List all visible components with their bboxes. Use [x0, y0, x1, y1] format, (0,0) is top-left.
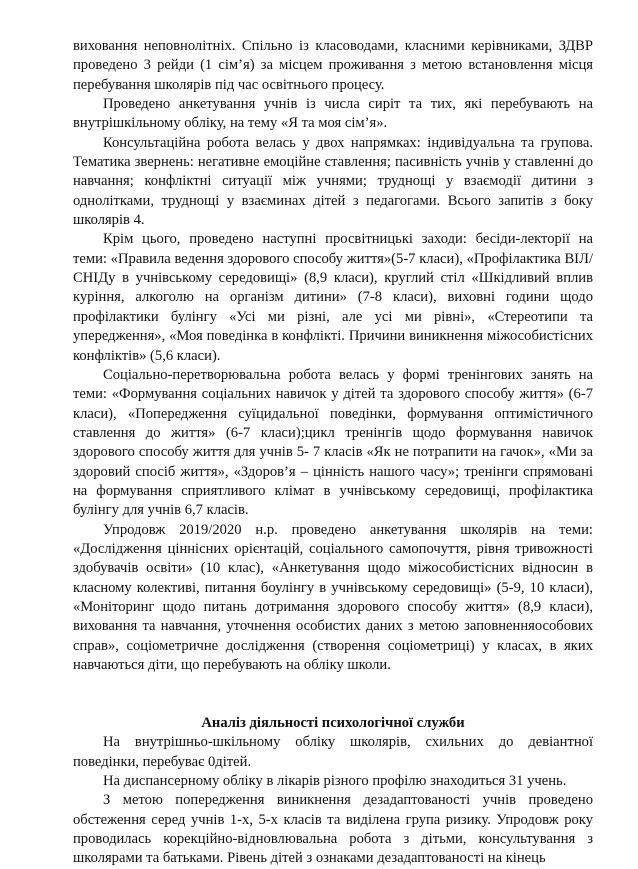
spacer — [73, 695, 593, 714]
paragraph-9: З метою попередження виникнення дезадаптованості учнів проведено обстеження серед учнів 1-х, 5-х класів та виділена група ризику. Упродовж року проводилась корекційно-відновлювальна робота з дітьми, консультування з школярами та батьками. Рівень дітей з ознаками дезадаптованості на кінець — [73, 792, 593, 867]
paragraph-4: Крім цього, проведено наступні просвітницькі заходи: бесіди-лекторії на теми: «Правила ведення здорового способу життя»(5-7 класи), «Профілактика ВІЛ/СНІДу в учнівському середовищі» (8,9 класи), круглий стіл «Шкідливий вплив куріння, алкоголю на організм дитини» (7-8 класи), виховні години щодо профілактики булінгу «Усі ми різні, але усі ми рівні», «Стереотипи та упередження», «Моя поведінка в конфлікті. Причини виникнення міжособистісних конфліктів» (5,6 класи). — [73, 231, 593, 364]
section-heading: Аналіз діяльності психологічної служби — [201, 715, 465, 732]
paragraph-3: Консультаційна робота велась у двох напрямках: індивідуальна та групова. Тематика звернень: негативне емоційне ставлення; пасивність учнів у ставленні до навчання; конфліктні ситуації між учнями; труднощі у взаємодії дитини з однолітками, труднощі у взаєминах дітей з педагогами. Всього запитів з боку школярів 4. — [73, 134, 593, 229]
paragraph-8: На диспансерному обліку в лікарів різного профілю знаходиться 31 учень. — [103, 773, 567, 790]
document-page — [73, 37, 593, 869]
spacer — [73, 675, 593, 694]
paragraph-2: Проведено анкетування учнів із числа сиріт та тих, які перебувають на внутрішкільному обліку, на тему «Я та моя сім’я». — [73, 96, 593, 132]
paragraph-7: На внутрішньо-шкільному обліку школярів, схильних до девіантної поведінки, перебуває 0дітей. — [73, 734, 593, 770]
paragraph-5: Соціально-перетворювальна робота велась у формі тренінгових занять на теми: «Формування соціальних навичок у дітей та здорового способу життя» (6-7 класи), «Попередження суїцидальної поведінки, формування оптимістичного ставлення до життя» (6-7 класи);цикл тренінгів щодо формування навичок здорового способу життя для учнів 5- 7 класів «Як не потрапити на гачок», «Ми за здоровий спосіб життя», «Здоров’я – цінність нашого часу»; тренінги спрямовані на формування сприятливого клімат в учнівському середовищі, профілактика булінгу для учнів 6,7 класів. — [73, 366, 593, 519]
paragraph-1: виховання неповнолітніх. Спільно із класоводами, класними керівниками, ЗДВР проведено 3 рейди (1 сім’я) за місцем проживання з метою встановлення місця перебування школярів під час освітнього процесу. — [73, 38, 593, 93]
paragraph-6: Упродовж 2019/2020 н.р. проведено анкетування школярів на теми: «Дослідження ціннісних орієнтацій, соціального самопочуття, рівня тривожності здобувачів освіти» (10 клас), «Анкетування щодо міжособистісних відносин в класному колективі, питання боулінгу в учнівському середовищі» (5-9, 10 класи), «Моніторинг щодо питань дотримання здорового способу життя» (8,9 класи), виховання та навчання, уточнення особистих даних з метою заповненняособових справ», соціометричне дослідження (створення соціометриці) у класах, в яких навчаються діти, що перебувають на обліку школи. — [73, 521, 593, 673]
